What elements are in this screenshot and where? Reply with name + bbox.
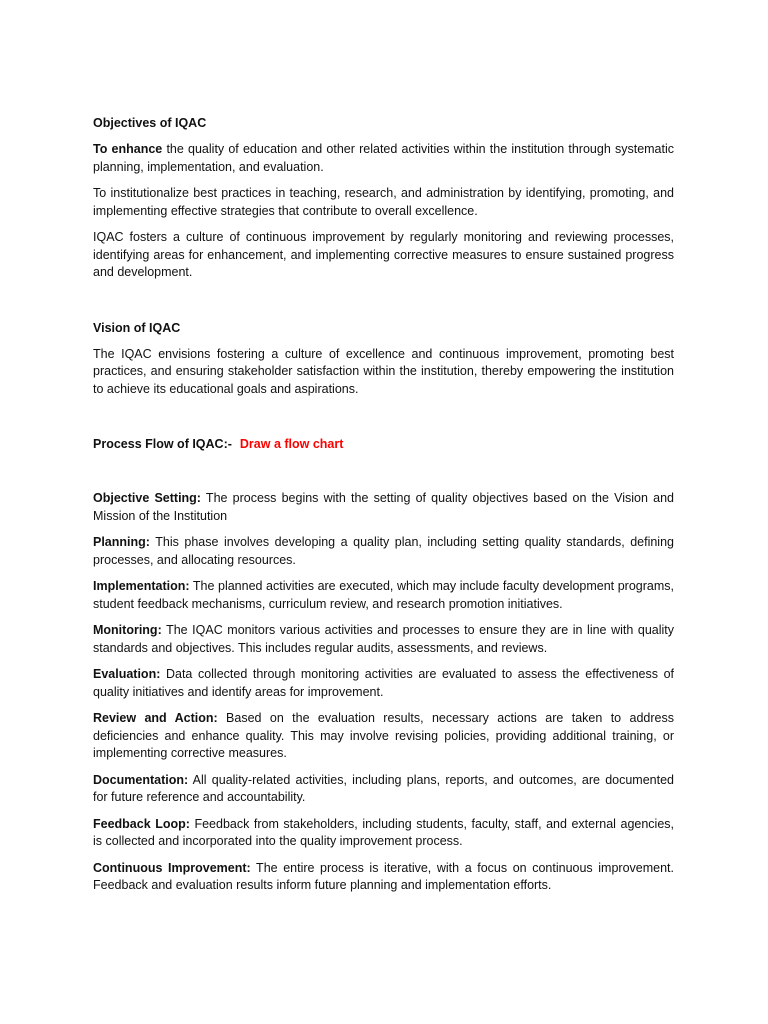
process-step-text: The entire process is iterative, with a focus on continuous improvement. Feedback and evaluation results inform future planning and implementation efforts. xyxy=(93,860,674,892)
section-spacer xyxy=(93,462,674,490)
process-step-term: Implementation: xyxy=(93,579,190,593)
process-step xyxy=(93,816,674,851)
process-step xyxy=(93,490,674,525)
process-step-text: The IQAC monitors various activities and processes to ensure they are in line with quality standards and objectives. This includes regular audits, assessments, and reviews. xyxy=(93,623,674,655)
objectives-paragraph-1-text: the quality of education and other related activities within the institution through systematic planning, implementation, and evaluation. xyxy=(93,142,675,174)
process-step-text: All quality-related activities, including plans, reports, and outcomes, are documented for future reference and accountability. xyxy=(93,772,674,804)
process-step-text: Data collected through monitoring activities are evaluated to assess the effectiveness of quality initiatives and identify areas for improvement. xyxy=(93,667,674,699)
process-step-term: Evaluation: xyxy=(93,667,161,681)
process-heading: Process Flow of IQAC:- xyxy=(93,437,232,451)
process-step-term: Documentation: xyxy=(93,772,189,787)
process-step-text: The planned activities are executed, which may include faculty development programs, student feedback mechanisms, curriculum review, and research promotion initiatives. xyxy=(93,579,674,611)
section-spacer xyxy=(93,407,674,435)
process-step-text: Feedback from stakeholders, including students, faculty, staff, and external agencies, is collected and incorporated into the quality improvement process. xyxy=(93,816,675,848)
vision-paragraph: The IQAC envisions fostering a culture of excellence and continuous improvement, promoting best practices, and ensuring stakeholder satisfaction within the institution, thereby empowering the institution to achieve its educational goals and aspirations. xyxy=(93,346,674,396)
process-step xyxy=(93,710,674,763)
process-step-term: Objective Setting: xyxy=(93,491,201,505)
process-step xyxy=(93,860,674,895)
process-step-text: This phase involves developing a quality plan, including setting quality standards, defining processes, and allocating resources. xyxy=(93,535,674,567)
process-step xyxy=(93,622,674,657)
process-step xyxy=(93,666,674,701)
objectives-heading: Objectives of IQAC xyxy=(93,116,207,130)
process-step xyxy=(93,578,674,613)
process-step xyxy=(93,534,674,569)
objectives-paragraph-2: To institutionalize best practices in teaching, research, and administration by identifying, promoting, and implementing effective strategies that contribute to overall excellence. xyxy=(93,186,674,218)
process-step-term: Planning: xyxy=(93,535,150,549)
process-step-text: The process begins with the setting of quality objectives based on the Vision and Mission of the Institution xyxy=(93,491,674,523)
flow-chart-note: Draw a flow chart xyxy=(239,437,344,451)
process-steps-list xyxy=(93,490,674,895)
objectives-paragraph-3: IQAC fosters a culture of continuous improvement by regularly monitoring and reviewing processes, identifying areas for enhancement, and implementing corrective measures to ensure sustained progress and development. xyxy=(93,230,674,279)
section-spacer xyxy=(93,291,674,319)
objectives-paragraph-1 xyxy=(93,141,674,176)
process-heading-line xyxy=(93,435,674,453)
objectives-term: To enhance xyxy=(93,142,163,156)
process-step-term: Review and Action: xyxy=(93,711,218,725)
process-step xyxy=(93,772,674,807)
vision-heading: Vision of IQAC xyxy=(93,320,181,335)
process-step-term: Monitoring: xyxy=(93,623,162,637)
process-step-term: Feedback Loop: xyxy=(93,816,190,831)
process-step-term: Continuous Improvement: xyxy=(93,860,251,875)
process-step-text: Based on the evaluation results, necessary actions are taken to address deficiencies and enhance quality. This may involve revising policies, providing additional training, or implementing corrective measures. xyxy=(93,711,674,760)
